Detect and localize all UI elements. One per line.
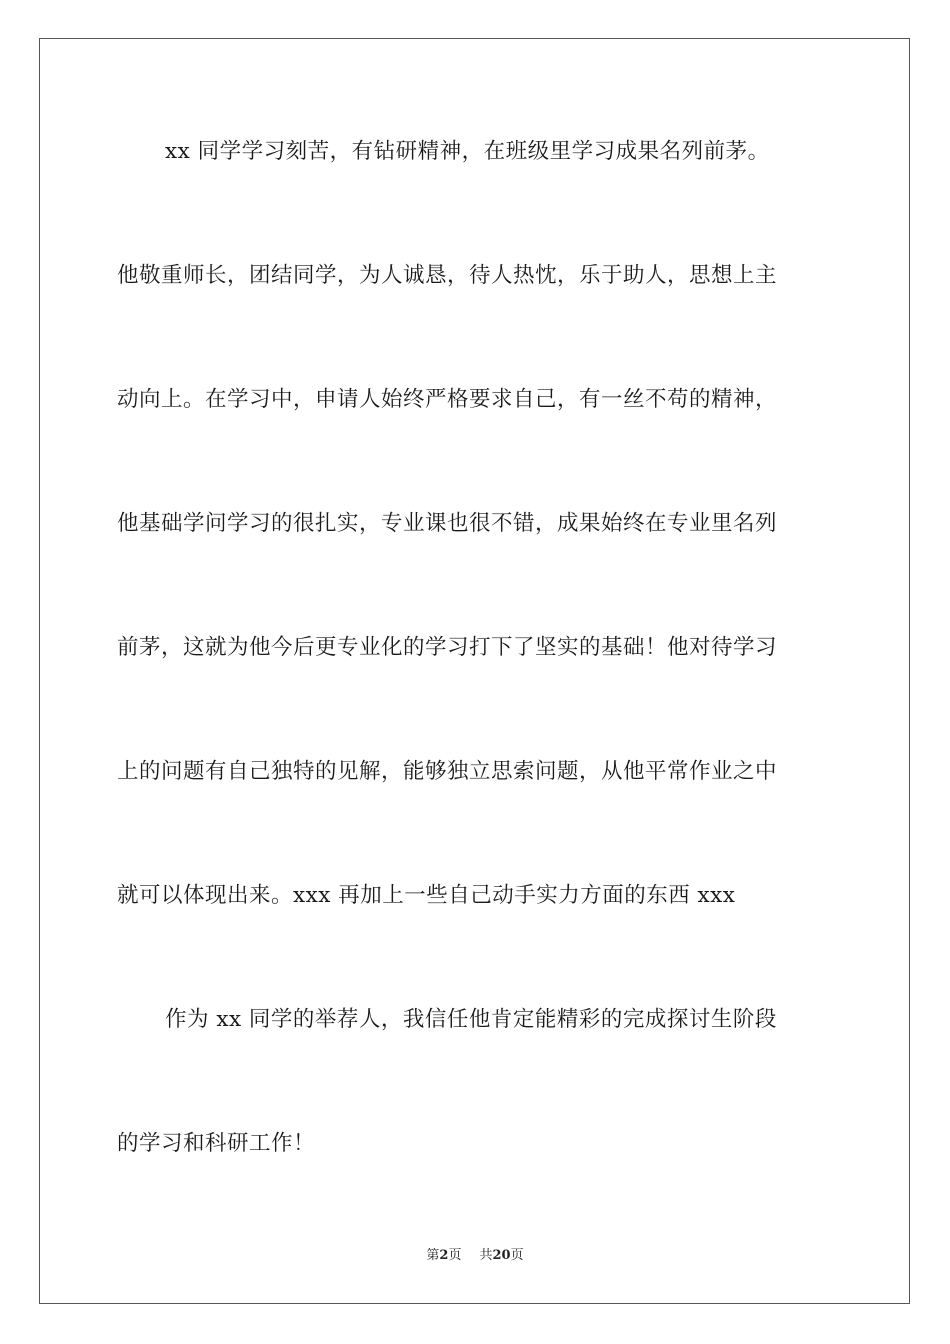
paragraph-line-8: 作为 xx 同学的举荐人，我信任他肯定能精彩的完成探讨生阶段 [165,1007,777,1032]
footer-page-suffix: 页 [448,1248,462,1263]
page-border [39,38,910,1304]
paragraph-line-2: 他敬重师长，团结同学，为人诚恳，待人热忱，乐于助人，思想上主 [117,263,778,288]
paragraph-line-1: xx 同学学习刻苦，有钻研精神，在班级里学习成果名列前茅。 [165,139,770,164]
paragraph-line-4: 他基础学问学习的很扎实，专业课也很不错，成果始终在专业里名列 [117,511,778,536]
footer-total-prefix: 共 [479,1248,493,1263]
paragraph-line-5: 前茅，这就为他今后更专业化的学习打下了坚实的基础！他对待学习 [117,635,778,660]
footer-page-current: 2 [439,1248,449,1263]
paragraph-line-9: 的学习和科研工作！ [117,1131,316,1156]
footer-page-total: 20 [492,1248,511,1263]
paragraph-line-7: 就可以体现出来。xxx 再加上一些自己动手实力方面的东西 xxx [117,883,736,908]
footer-total-suffix: 页 [510,1248,524,1263]
page-footer [0,1247,950,1265]
paragraph-line-3: 动向上。在学习中，申请人始终严格要求自己，有一丝不苟的精神， [117,387,778,412]
paragraph-line-6: 上的问题有自己独特的见解，能够独立思索问题，从他平常作业之中 [117,759,778,784]
footer-page-prefix: 第 [426,1248,440,1263]
